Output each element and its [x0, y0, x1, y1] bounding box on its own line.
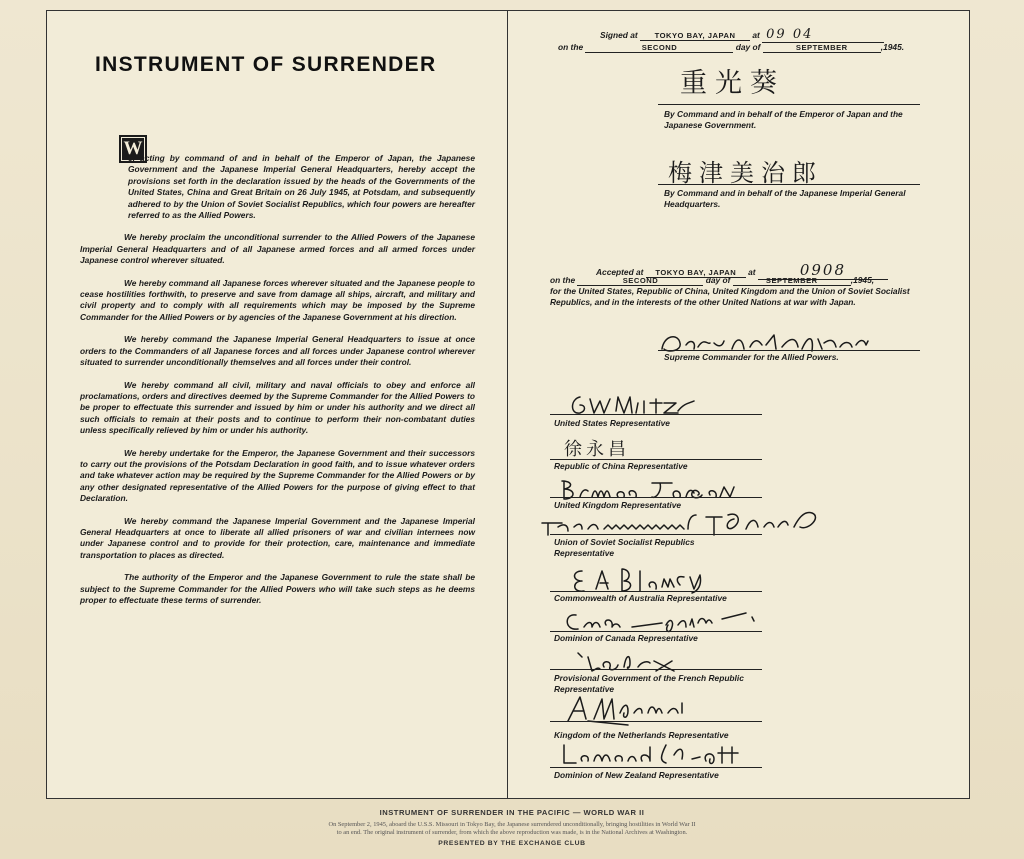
dropcap-letter: W [119, 135, 147, 163]
accepted-time: 0908 [758, 261, 888, 280]
us-representative-label: United States Representative [554, 418, 670, 428]
signature-line [658, 104, 920, 105]
canada-representative-label: Dominion of Canada Representative [554, 633, 698, 643]
supreme-commander-caption: Supreme Commander for the Allied Powers. [664, 352, 839, 362]
accepted-month: SEPTEMBER [733, 276, 851, 286]
signed-year: ,1945. [880, 42, 905, 52]
accepted-day: SECOND [577, 276, 703, 286]
china-representative-label: Republic of China Representative [554, 461, 688, 471]
france-representative-signature [572, 647, 722, 675]
document-title: INSTRUMENT OF SURRENDER [95, 53, 437, 76]
signed-day: SECOND [585, 43, 733, 53]
right-signature-panel [508, 10, 970, 799]
footer-note-line-2: to an end. The original instrument of surrender, from which the above reproduction was made, is in the National Archives at Washington. [336, 829, 688, 837]
japan-hq-caption: By Command and in behalf of the Japanese Imperial General Headquarters. [664, 188, 906, 210]
footer-presented-by: PRESENTED BY THE EXCHANGE CLUB [438, 840, 586, 847]
day-of-label: day of [705, 275, 731, 285]
footer-title: INSTRUMENT OF SURRENDER IN THE PACIFIC — WORLD WAR II [379, 808, 645, 817]
signed-month: SEPTEMBER [763, 43, 881, 53]
signature-line [658, 184, 920, 185]
paragraph-3: We hereby command all Japanese forces wherever situated and the Japanese people to cease hostilities forthwith, to preserve and save from damage all ships, aircraft, and military and civil property and to comply with all requirements which may be imposed by the Supreme Commander for the Allied Powers or by agencies of the Japanese Government at his direction. [80, 277, 475, 322]
paragraph-6: We hereby undertake for the Emperor, the Japanese Government and their successors to carry out the provisions of the Potsdam Declaration in good faith, and to issue whatever orders and take whatever action may be required by the Supreme Commander for the Allied Powers or by any other designated representative of the Allied Powers for the purpose of giving effect to that Declaration. [80, 447, 475, 504]
signature-line [550, 767, 762, 768]
surrender-body-text [80, 153, 475, 606]
left-document-panel [46, 10, 508, 799]
footer-note-line-1: On September 2, 1945, aboard the U.S.S. Missouri in Tokyo Bay, the Japanese surrendered unconditionally, bringing hostilities in World War II [328, 821, 696, 828]
on-the-label: on the [558, 42, 584, 52]
australia-representative-label: Commonwealth of Australia Representative [554, 593, 727, 603]
accepted-text: for the United States, Republic of China, United Kingdom and the Union of Soviet Socialist Republics, and in the interests of the other United Nations at war with Japan. [550, 286, 910, 308]
signature-line [550, 721, 762, 722]
signed-time: 09 04 [762, 27, 884, 43]
uk-representative-label: United Kingdom Representative [554, 500, 682, 510]
day-of-label: day of [735, 42, 761, 52]
signed-at-line [600, 27, 884, 43]
netherlands-representative-label: Kingdom of the Netherlands Representative [554, 730, 729, 740]
signed-date-line [558, 42, 904, 53]
signature-line [550, 591, 762, 592]
signature-line [550, 414, 762, 415]
footer-note [0, 821, 1024, 838]
signature-line [550, 459, 762, 460]
new-zealand-representative-label: Dominion of New Zealand Representative [554, 770, 719, 780]
accepted-date-line [550, 275, 874, 286]
paragraph-1: e, acting by command of and in behalf of the Emperor of Japan, the Japanese Government and the Japanese Imperial General Headquarters, hereby accept the provisions set forth in the declaration issued by the heads of the Governments of the United States, China and Great Britain on 26 July 1945, at Potsdam, and subsequently adhered to by the Union of Soviet Socialist Republics, which four powers are hereafter referred to as the Allied Powers. [128, 153, 475, 221]
accepted-year: ,1945, [850, 275, 875, 285]
ussr-representative-signature [538, 509, 838, 537]
paragraph-7: We hereby command the Japanese Imperial Government and the Japanese Imperial General Headquarters at once to liberate all allied prisoners of war and civilian internees now under Japanese control and to provide for their protection, care, maintenance and immediate transportation to places as directed. [80, 515, 475, 560]
new-zealand-representative-signature [556, 739, 776, 769]
ussr-representative-label: Union of Soviet Socialist Republics Representative [554, 537, 695, 559]
signature-line [658, 350, 920, 351]
paragraph-8: The authority of the Emperor and the Japanese Government to rule the state shall be subject to the Supreme Commander for the Allied Powers who will take such steps as he deems proper to effectuate these terms of surrender. [80, 572, 475, 605]
france-representative-label: Provisional Government of the French Republic Representative [554, 673, 744, 695]
paragraph-4: We hereby command the Japanese Imperial General Headquarters to issue at once orders to the Commanders of all Japanese forces and all forces under Japanese control wherever situated to surrender unconditionally themselves and all forces under their control. [80, 334, 475, 368]
accepted-place: TOKYO BAY, JAPAN [646, 268, 746, 278]
japan-government-caption: By Command and in behalf of the Emperor of Japan and the Japanese Government. [664, 109, 903, 131]
at-label: at [748, 267, 756, 277]
signature-line [550, 534, 762, 535]
accepted-at-label: Accepted at [596, 267, 644, 277]
signature-line [550, 631, 762, 632]
signed-at-label: Signed at [600, 30, 638, 40]
paragraph-5: We hereby command all civil, military and naval officials to obey and enforce all proclamations, orders and directives deemed by the Supreme Commander for the Allied Powers to be proper to effectuate this surrender and issued by him or under his authority and we direct all such officials to remain at their posts and to continue to perform their non-combatant duties unless specifically relieved by him or under his authority. [80, 379, 475, 436]
on-the-label: on the [550, 275, 576, 285]
signed-place: TOKYO BAY, JAPAN [640, 31, 750, 41]
at-label: at [752, 30, 760, 40]
china-representative-signature: 徐永昌 [564, 439, 630, 460]
shigemitsu-signature: 重光葵 [680, 68, 785, 99]
umezu-signature: 梅津美治郎 [668, 159, 823, 187]
paragraph-2: We hereby proclaim the unconditional surrender to the Allied Powers of the Japanese Imperial General Headquarters and of all Japanese armed forces and all armed forces under Japanese control wherever situated. [80, 232, 475, 266]
signature-line [550, 669, 762, 670]
signature-line [550, 497, 762, 498]
